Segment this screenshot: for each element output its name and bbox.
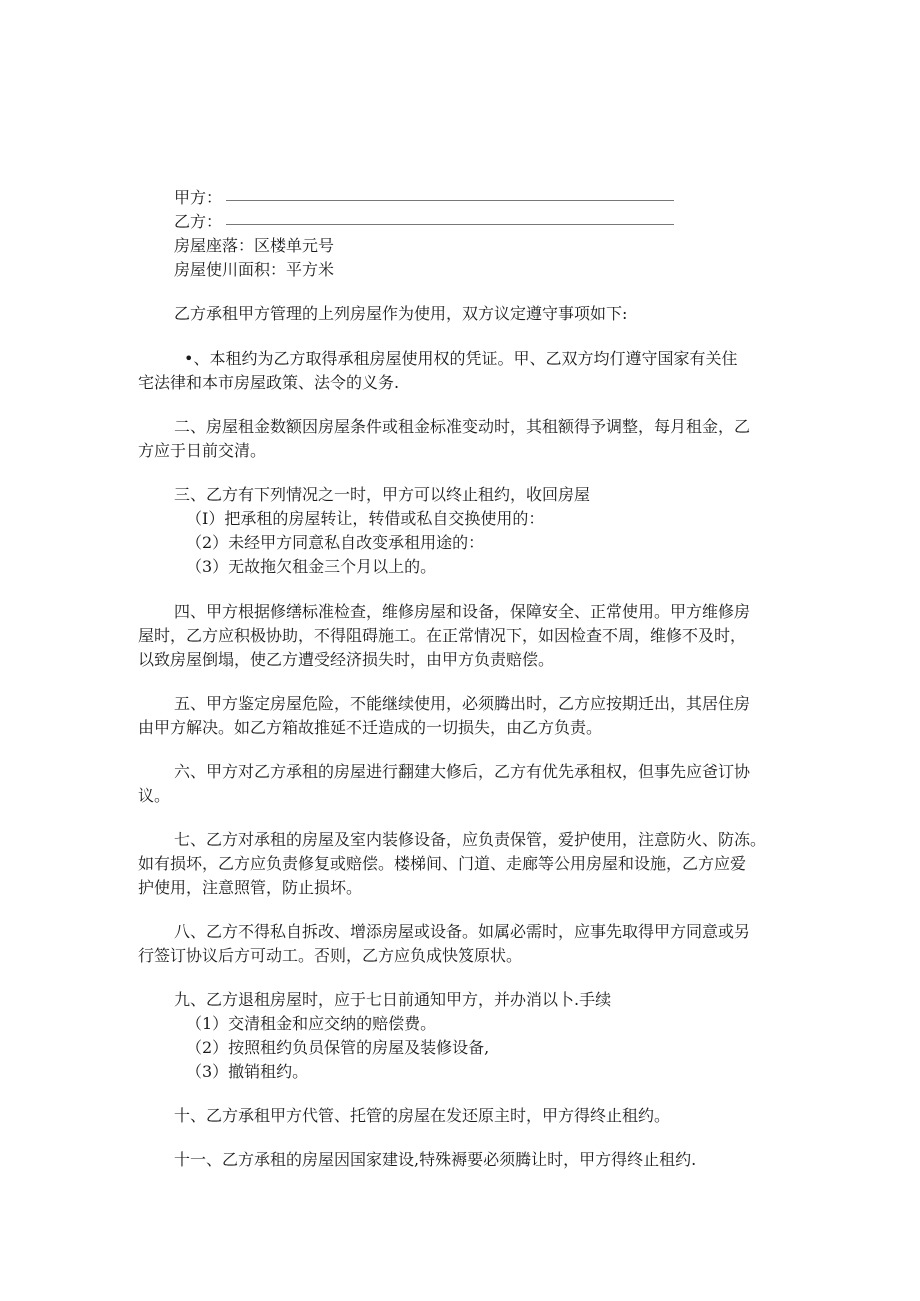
clause-9-sub-2: （2）按照租约负员保管的房屋及装修设备, — [186, 1038, 490, 1057]
clause-5-line-2: 由甲方解决。如乙方箱故推延不迁造成的一切损失，由乙方负责。 — [138, 718, 603, 737]
clause-7-line-1: 七、乙方对承租的房屋及室内装修设备，应负责保管，爱护使用，注意防火、防冻。 — [174, 830, 767, 849]
clause-1-line-1: •、本租约为乙方取得承租房屋使用权的凭证。甲、乙双方均仃遵守国家有关住 — [184, 349, 738, 368]
intro-text: 乙方承租甲方管理的上列房屋作为使用，双方议定遵守事项如下: — [174, 304, 628, 323]
clause-8-line-2: 行签订协议后方可动工。否则，乙方应负成快笈原状。 — [138, 946, 523, 965]
clause-3-sub-1: （I）把承租的房屋转让，转借或私自交换使用的： — [186, 509, 545, 528]
clause-9-sub-1: （1）交清租金和应交纳的赔偿费。 — [186, 1014, 437, 1033]
party-b-blank — [226, 223, 674, 225]
clause-1-line-2: 宅法律和本市房屋政策、法令的义务. — [138, 373, 400, 392]
clause-4-line-3: 以致房屋倒塌，使乙方遭受经济损失时，由甲方负责赔偿。 — [138, 650, 555, 669]
house-area: 房屋使川面积：平方米 — [174, 260, 335, 279]
clause-3-sub-3: （3）无故拖欠租金三个月以上的。 — [186, 557, 437, 576]
party-a-label: 甲方： — [174, 188, 223, 207]
clause-5-line-1: 五、甲方鉴定房屋危险，不能继续使用，必须腾出时，乙方应按期迁出，其居住房 — [174, 694, 751, 713]
party-a-blank — [226, 199, 674, 201]
clause-3-sub-2: （2）未经甲方同意私自改变承租用途的： — [186, 533, 485, 552]
clause-3-line-1: 三、乙方有下列情况之一时，甲方可以终止租约，收回房屋 — [174, 485, 591, 504]
party-b-label: 乙方： — [174, 212, 223, 231]
clause-7-line-2: 如有损坏，乙方应负责修复或赔偿。楼梯间、门道、走廊等公用房屋和设施，乙方应爱 — [138, 854, 747, 873]
clause-10: 十、乙方承租甲方代管、托管的房屋在发还原主时，甲方得终止租约。 — [174, 1106, 671, 1125]
clause-11: 十一、乙方承租的房屋因国家建设,特殊褥要必须腾让时，甲方得终止租约. — [174, 1150, 697, 1169]
clause-2-line-1: 二、房屋租金数额因房屋条件或租金标准变动时，其租额得予调整，每月租金，乙 — [174, 417, 751, 436]
party-a-line — [174, 186, 794, 210]
clause-9-line-1: 九、乙方退租房屋时，应于七日前通知甲方，并办消以卜.手续 — [174, 990, 612, 1009]
party-b-line — [174, 210, 794, 234]
clause-6-line-2: 议。 — [138, 786, 171, 805]
clause-4-line-1: 四、甲方根据修缮标准检查，维修房屋和设备，保障安全、正常使用。甲方维修房 — [174, 602, 751, 621]
clause-4-line-2: 屋时，乙方应积极协助，不得阻碍施工。在正常情况下，如因检查不周，维修不及时， — [138, 626, 747, 645]
clause-8-line-1: 八、乙方不得私自拆改、增添房屋或设备。如属必需时，应事先取得甲方同意或另 — [174, 922, 751, 941]
house-location: 房屋座落：区楼单元号 — [174, 236, 335, 255]
clause-9-sub-3: （3）撤销租约。 — [186, 1062, 309, 1081]
clause-7-line-3: 护使用，注意照管，防止损坏。 — [138, 878, 363, 897]
clause-6-line-1: 六、甲方对乙方承租的房屋进行翻建大修后，乙方有优先承租权，但事先应爸订协 — [174, 762, 751, 781]
clause-2-line-2: 方应于日前交清。 — [138, 441, 267, 460]
